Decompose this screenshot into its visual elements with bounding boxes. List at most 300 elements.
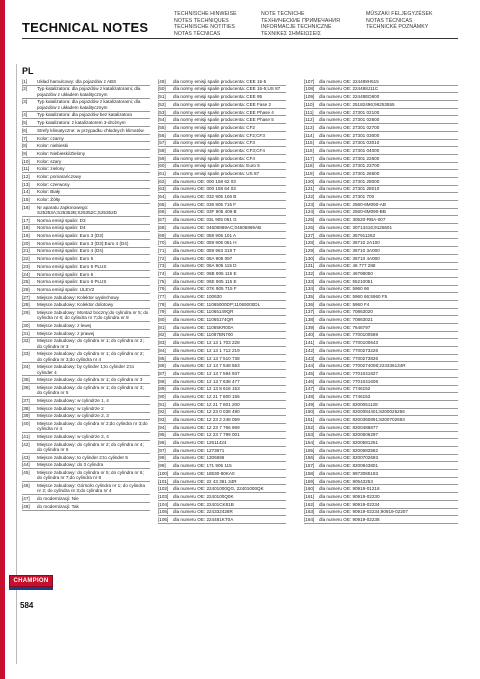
- note-row: [304, 232, 458, 240]
- note-number: [78]: [158, 301, 166, 307]
- note-row: [22, 363, 150, 376]
- note-text: dla numeru OE: 27301 02600: [319, 117, 380, 123]
- note-text: Miejsce zabudowy: z prawej: [37, 330, 95, 336]
- note-row: [22, 255, 150, 263]
- note-number: [81]: [158, 324, 166, 330]
- note-row: [22, 376, 150, 384]
- note-number: [29]: [22, 309, 30, 315]
- note-number: [116]: [304, 147, 314, 153]
- note-number: [142]: [304, 347, 315, 353]
- note-row: [22, 301, 150, 309]
- note-number: [74]: [158, 270, 166, 276]
- note-number: [33]: [22, 351, 30, 357]
- note-row: [22, 119, 150, 127]
- note-row: [158, 316, 286, 324]
- note-text: dla numeru OE: 12 23 2 248 059: [173, 417, 240, 423]
- note-text: dla numeru OE: 11065KR00A: [173, 324, 234, 330]
- notes-column-1: [22, 78, 150, 511]
- note-text: dla numeru OE: 06E 905 115 E: [173, 278, 237, 284]
- note-number: [26]: [22, 286, 30, 292]
- note-text: Miejsce zabudowy: by cylinder 1;to cylinder 2;to cylinder 4: [37, 364, 135, 375]
- note-row: [22, 127, 150, 135]
- note-number: [99]: [158, 463, 166, 469]
- note-row: [304, 93, 458, 101]
- note-row: [304, 370, 458, 378]
- note-row: [22, 135, 150, 143]
- note-text: dla numeru OE: 11065000DP;11065000DL: [173, 301, 261, 307]
- note-text: Układ hamulcowy: dla pojazdów z ABS: [37, 78, 117, 84]
- note-text: dla numeru OE: 1273971: [173, 447, 225, 453]
- note-number: [16]: [22, 204, 30, 210]
- note-text: dla normy emisji spalin producenta: CEE Fase 2: [173, 101, 272, 107]
- note-row: [158, 163, 286, 171]
- note-text: Typ katalizatora: dla pojazdów bez katalizatora: [37, 112, 132, 118]
- language-heading: ΤΕΧΝΙΚΕΣ ΣΗΜΕΙΩΣΕΙΣ: [261, 30, 322, 37]
- language-heading: TECHNICKÉ POZNÁMKY: [366, 24, 429, 31]
- note-text: dla numeru OE: 22401000QG, 22401000QK: [173, 486, 264, 492]
- note-number: [117]: [304, 155, 314, 161]
- margin-rule: [16, 64, 17, 664]
- note-number: [47]: [22, 495, 30, 501]
- note-number: [80]: [158, 317, 166, 323]
- note-row: [158, 101, 286, 109]
- note-text: dla numeru OE: 36710 3A000: [319, 247, 380, 253]
- note-row: [304, 132, 458, 140]
- note-number: [113]: [304, 124, 314, 130]
- note-number: [56]: [158, 132, 166, 138]
- note-number: [140]: [304, 332, 315, 338]
- note-text: dla numeru OE: 36710 2A100: [319, 240, 380, 246]
- note-row: [158, 401, 286, 409]
- note-row: [22, 150, 150, 158]
- note-text: Miejsce zabudowy: Kolektor dolotowy: [37, 302, 114, 308]
- note-text: dla numeru OE: 22 43 361 34R: [173, 478, 237, 484]
- note-row: [22, 158, 150, 166]
- note-row: [158, 462, 286, 470]
- note-number: [3]: [22, 99, 28, 105]
- note-row: [304, 316, 458, 324]
- note-text: Miejsce zabudowy: w cylindrze 2: [37, 405, 104, 411]
- note-text: dla numeru OE: 059 905 061 H: [173, 240, 237, 246]
- note-number: [32]: [22, 338, 30, 344]
- note-row: [304, 78, 458, 86]
- note-number: [2]: [22, 86, 28, 92]
- note-text: dla numeru OE: 12 13 8 616 153: [173, 386, 240, 392]
- note-text: Typ katalizatora: z katalizatorem 3-drożnym: [37, 120, 126, 126]
- note-row: [304, 140, 458, 148]
- note-number: [83]: [158, 340, 166, 346]
- note-row: [158, 485, 286, 493]
- note-number: [12]: [22, 173, 30, 179]
- note-text: dla numeru OE: 06A 905 097: [173, 255, 233, 261]
- note-number: [45]: [22, 470, 30, 476]
- note-number: [104]: [158, 501, 169, 507]
- note-number: [39]: [22, 413, 30, 419]
- note-number: [111]: [304, 109, 314, 115]
- note-row: [304, 86, 458, 94]
- note-number: [102]: [158, 486, 169, 492]
- note-row: [304, 209, 458, 217]
- note-text: Norma emisji spalin: D3: [37, 217, 86, 223]
- note-text: dla numeru OE: 7700273226: [319, 347, 378, 353]
- note-text: dla numeru OE: 36710 4A000: [319, 255, 380, 261]
- note-row: [304, 255, 458, 263]
- logo-underline: [9, 587, 53, 590]
- note-row: [304, 401, 458, 409]
- header-divider: [22, 38, 458, 39]
- note-text: dla numeru OE: 7700274008;224336134R: [319, 363, 406, 369]
- note-number: [21]: [22, 248, 30, 254]
- note-row: [304, 362, 458, 370]
- note-text: dla numeru OE: 27301 04000: [319, 147, 380, 153]
- note-row: [158, 263, 286, 271]
- note-text: Norma emisji spalin: ULEV2: [37, 286, 95, 292]
- note-number: [63]: [158, 186, 166, 192]
- note-text: dla numeru OE: 12 23 0 038 490: [173, 409, 240, 415]
- note-number: [68]: [158, 224, 166, 230]
- note-text: dla numeru OE: 27301 02100: [319, 109, 380, 115]
- note-text: dla numeru OE: 11065174QR: [173, 317, 234, 323]
- note-number: [134]: [304, 286, 315, 292]
- note-row: [22, 278, 150, 286]
- note-text: Typ katalizatora: dla pojazdów z katalizatorami; dla pojazdów z układem katalitycznym: [37, 99, 141, 110]
- note-text: dla numeru OE: 357911253: [319, 232, 376, 238]
- note-text: dla numeru OE: 7648797: [319, 324, 371, 330]
- note-row: [22, 469, 150, 482]
- note-number: [71]: [158, 247, 166, 253]
- note-row: [158, 355, 286, 363]
- note-text: dla numeru OE: 7700273826: [319, 355, 378, 361]
- note-text: dla numeru OE: 5960 66: [319, 286, 370, 292]
- note-number: [15]: [22, 197, 30, 203]
- note-text: dla numeru OE: 90919-02238: [319, 516, 380, 522]
- note-number: [30]: [22, 322, 30, 328]
- note-text: dla normy emisji spalin producenta: CF3;CF4: [173, 147, 265, 153]
- note-row: [304, 163, 458, 171]
- note-text: dla numeru OE: 8200943801: [319, 463, 378, 469]
- note-text: Norma emisji spalin: Euro 5: [37, 256, 94, 262]
- note-text: dla numeru OE: 8200051128: [319, 401, 378, 407]
- note-text: dla numeru OE: 70863021: [319, 317, 373, 323]
- note-row: [158, 278, 286, 286]
- note-number: [136]: [304, 301, 315, 307]
- note-number: [85]: [158, 355, 166, 361]
- note-row: [158, 270, 286, 278]
- note-text: dla normy emisji spalin producenta: CEE Phase 5: [173, 117, 274, 123]
- note-row: [22, 271, 150, 279]
- note-row: [22, 173, 150, 181]
- note-text: Miejsce zabudowy: Montaż boczny;do cylindra nr 5; do cylindra nr 6; do cylindra nr 7;do cylindra nr 8: [37, 309, 149, 321]
- note-text: dla normy emisji spalin producenta: CF2;CF3: [173, 132, 265, 138]
- language-heading: TECHNISCHE HINWEISE: [174, 11, 237, 17]
- language-heading: NOTES TECHNIQUES: [174, 17, 229, 24]
- note-row: [304, 239, 458, 247]
- note-number: [125]: [304, 217, 315, 223]
- note-row: [158, 347, 286, 355]
- note-row: [304, 124, 458, 132]
- note-number: [129]: [304, 247, 315, 253]
- note-number: [50]: [158, 86, 166, 92]
- note-number: [137]: [304, 309, 315, 315]
- note-number: [46]: [22, 483, 30, 488]
- note-number: [94]: [158, 424, 166, 430]
- note-number: [162]: [304, 501, 315, 507]
- note-number: [120]: [304, 178, 315, 184]
- brand-stripe: [0, 0, 5, 679]
- note-text: Miejsce zabudowy: do cylindra nr 1; do cylindra nr 2; do cylindra nr 3;do cylindra nr 4: [37, 351, 144, 362]
- note-number: [40]: [22, 420, 30, 426]
- note-text: Miejsce zabudowy: w cylindrze 2, 4: [37, 433, 109, 439]
- note-row: [158, 239, 286, 247]
- note-text: dla numeru OE: 27301 28010: [319, 186, 380, 192]
- note-number: [150]: [304, 409, 315, 415]
- note-number: [10]: [22, 158, 30, 164]
- note-number: [43]: [22, 454, 30, 460]
- note-text: Miejsce zabudowy: w cylindrze 1, 4: [37, 397, 109, 403]
- note-number: [88]: [158, 378, 166, 384]
- note-number: [157]: [304, 463, 315, 469]
- note-row: [304, 462, 458, 470]
- note-row: [158, 378, 286, 386]
- page-number: 584: [20, 601, 34, 610]
- note-number: [52]: [158, 101, 166, 107]
- note-number: [115]: [304, 140, 314, 146]
- note-row: [22, 338, 150, 351]
- note-number: [144]: [304, 363, 315, 369]
- note-row: [22, 482, 150, 495]
- language-heading: NOTE TECNICHE: [261, 11, 305, 17]
- note-row: [22, 225, 150, 233]
- note-number: [138]: [304, 317, 315, 323]
- note-text: Norma emisji spalin: Euro 6 PLUS: [37, 279, 107, 285]
- notes-column-3: [304, 78, 458, 524]
- note-text: dla numeru OE: 03F 905 409 B: [173, 209, 237, 215]
- note-number: [25]: [22, 279, 30, 285]
- note-text: dla numeru OE: 7700100589: [319, 332, 378, 338]
- note-row: [304, 301, 458, 309]
- note-number: [153]: [304, 432, 315, 438]
- language-heading: NOTAS TÉCNICAS: [366, 17, 413, 24]
- note-text: dla numeru OE: 12 21 7 800 156: [173, 393, 240, 399]
- note-number: [28]: [22, 302, 30, 308]
- note-text: Strefy klimatyczne: w przypadku chłodnych klimatów: [37, 127, 144, 133]
- note-text: dla normy emisji spalin producenta: CF3: [173, 140, 255, 146]
- note-number: [132]: [304, 270, 315, 276]
- note-text: dla numeru OE: 90919-02234;90919-02207: [319, 509, 408, 515]
- note-text: dla numeru OE: 8200360891;8200702693: [319, 417, 405, 423]
- note-row: [158, 286, 286, 294]
- note-row: [158, 309, 286, 317]
- note-text: dla numeru OE: 000 158 64 03: [173, 186, 236, 192]
- section-label: PL: [22, 66, 34, 76]
- note-row: [22, 142, 150, 150]
- note-text: dla numeru OE: 1306696: [173, 455, 225, 461]
- note-row: [158, 193, 286, 201]
- note-number: [48]: [22, 503, 30, 509]
- note-row: [22, 240, 150, 248]
- note-number: [121]: [304, 186, 315, 192]
- note-text: Kolor: Niebieski/Zielony: [37, 150, 85, 156]
- note-text: dla numeru OE: 90543253: [319, 478, 373, 484]
- note-row: [304, 424, 458, 432]
- note-row: [158, 293, 286, 301]
- note-row: [158, 132, 286, 140]
- note-number: [90]: [158, 393, 166, 399]
- note-text: dla numeru OE: 06A 905 115 D: [173, 263, 237, 269]
- note-text: Miejsce zabudowy: z lewej: [37, 322, 92, 328]
- note-row: [304, 201, 458, 209]
- note-number: [135]: [304, 294, 315, 300]
- note-number: [60]: [158, 163, 166, 169]
- note-text: dla numeru OE: 7701041608: [319, 378, 378, 384]
- page-title: TECHNICAL NOTES: [22, 20, 149, 35]
- note-number: [86]: [158, 363, 166, 369]
- note-row: [158, 516, 286, 524]
- note-row: [22, 405, 150, 413]
- language-heading: MŰSZAKI FELJEGYZÉSEK: [366, 11, 433, 17]
- note-number: [6]: [22, 127, 28, 133]
- note-number: [159]: [304, 478, 315, 484]
- note-text: dla numeru OE: 27301 23700: [319, 163, 380, 169]
- note-number: [87]: [158, 370, 166, 376]
- note-number: [23]: [22, 263, 30, 269]
- note-row: [304, 485, 458, 493]
- note-row: [22, 413, 150, 421]
- note-row: [158, 339, 286, 347]
- note-text: dla numeru OE: 27301 700: [319, 194, 375, 200]
- note-row: [22, 217, 150, 225]
- note-number: [141]: [304, 340, 315, 346]
- note-row: [22, 99, 150, 112]
- note-row: [304, 447, 458, 455]
- note-number: [61]: [158, 171, 166, 177]
- note-number: [139]: [304, 324, 315, 330]
- note-row: [22, 189, 150, 197]
- note-text: dla numeru OE: 30520-RBA-007: [319, 217, 386, 223]
- note-number: [123]: [304, 201, 315, 207]
- note-number: [147]: [304, 386, 315, 392]
- note-number: [59]: [158, 155, 166, 161]
- note-number: [34]: [22, 364, 30, 370]
- note-row: [304, 170, 458, 178]
- note-number: [67]: [158, 217, 166, 223]
- note-text: Kolor: szary: [37, 158, 62, 164]
- note-number: [79]: [158, 309, 166, 315]
- note-text: dla numeru OE: 5960 F4: [319, 301, 370, 307]
- note-text: dla numeru OE: 27301 26600: [319, 171, 380, 177]
- notes-column-2: [158, 78, 286, 524]
- language-heading: NOTAS TÉCNICAS: [174, 30, 221, 37]
- note-text: dla numeru OE: 5960 66;5960 F5: [319, 294, 388, 300]
- note-number: [122]: [304, 194, 315, 200]
- note-row: [22, 248, 150, 256]
- language-heading: TECHNISCHE NOTITIES: [174, 24, 235, 31]
- note-number: [119]: [304, 171, 314, 177]
- note-row: [22, 441, 150, 454]
- note-row: [158, 140, 286, 148]
- note-number: [38]: [22, 405, 30, 411]
- note-row: [158, 470, 286, 478]
- note-row: [304, 286, 458, 294]
- note-text: dla numeru OE: 12 13 7 594 937: [173, 370, 240, 376]
- note-row: [304, 439, 458, 447]
- note-text: dla numeru OE: 7701041827: [319, 370, 378, 376]
- note-number: [143]: [304, 355, 315, 361]
- note-row: [304, 147, 458, 155]
- note-number: [130]: [304, 255, 315, 261]
- note-text: dla numeru OE: 224488H515: [319, 78, 379, 84]
- note-text: Miejsce zabudowy: do cylindra nr 1; do cylindra nr 3; do cylindra nr 5: [37, 384, 144, 396]
- note-row: [304, 309, 458, 317]
- note-row: [304, 478, 458, 486]
- note-number: [148]: [304, 393, 315, 399]
- note-row: [304, 263, 458, 271]
- note-row: [304, 293, 458, 301]
- note-row: [22, 232, 150, 240]
- note-row: [304, 193, 458, 201]
- note-number: [124]: [304, 209, 315, 215]
- note-number: [53]: [158, 109, 166, 115]
- note-number: [97]: [158, 447, 166, 453]
- note-number: [76]: [158, 286, 166, 292]
- note-number: [11]: [22, 166, 30, 172]
- note-number: [70]: [158, 240, 166, 246]
- note-row: [158, 416, 286, 424]
- note-text: dla normy emisji spalin producenta: CEE 15-5;US 87: [173, 86, 281, 92]
- note-row: [158, 362, 286, 370]
- language-heading: ТЕХНИЧЕСКИЕ ПРИМЕЧАНИЯ: [261, 17, 340, 24]
- note-row: [158, 109, 286, 117]
- note-text: dla numeru OE: 27301 02700: [319, 124, 380, 130]
- note-number: [84]: [158, 347, 166, 353]
- note-row: [158, 301, 286, 309]
- note-number: [42]: [22, 441, 30, 447]
- note-number: [64]: [158, 194, 166, 200]
- note-number: [77]: [158, 294, 166, 300]
- note-number: [13]: [22, 181, 30, 187]
- note-row: [158, 232, 286, 240]
- note-number: [163]: [304, 509, 315, 515]
- note-number: [145]: [304, 370, 315, 376]
- note-row: [304, 509, 458, 517]
- note-text: dla numeru OE: 2240100Q0K: [173, 493, 234, 499]
- note-number: [112]: [304, 117, 314, 123]
- note-text: dla numeru OE: 46798050: [319, 270, 373, 276]
- note-number: [149]: [304, 401, 315, 407]
- note-text: dla numeru OE: 2560-6M090-AB: [319, 201, 386, 207]
- note-text: Norma emisji spalin: Euro 3 (D3);Euro 4 (D4): [37, 240, 129, 246]
- note-text: Miejsce zabudowy: do cylindra nr 1; do cylindra nr 2; do cylindra nr 3: [37, 338, 144, 349]
- note-row: [304, 324, 458, 332]
- note-text: dla numeru OE: 12 21 7 801 200: [173, 401, 240, 407]
- note-number: [7]: [22, 135, 28, 141]
- note-number: [103]: [158, 493, 169, 499]
- note-number: [57]: [158, 140, 166, 146]
- note-row: [304, 278, 458, 286]
- note-row: [158, 370, 286, 378]
- note-row: [158, 93, 286, 101]
- note-row: [158, 386, 286, 394]
- note-row: [22, 350, 150, 363]
- note-text: dla numeru OE: 06B 905 115 E: [173, 270, 237, 276]
- note-row: [158, 324, 286, 332]
- note-text: dla numeru OE: 12 13 7 638 477: [173, 378, 240, 384]
- note-row: [304, 116, 458, 124]
- note-text: dla normy emisji spalin producenta: US 87: [173, 171, 260, 177]
- note-number: [22]: [22, 256, 30, 262]
- note-text: dla numeru OE: 7700100643: [319, 340, 378, 346]
- note-row: [304, 270, 458, 278]
